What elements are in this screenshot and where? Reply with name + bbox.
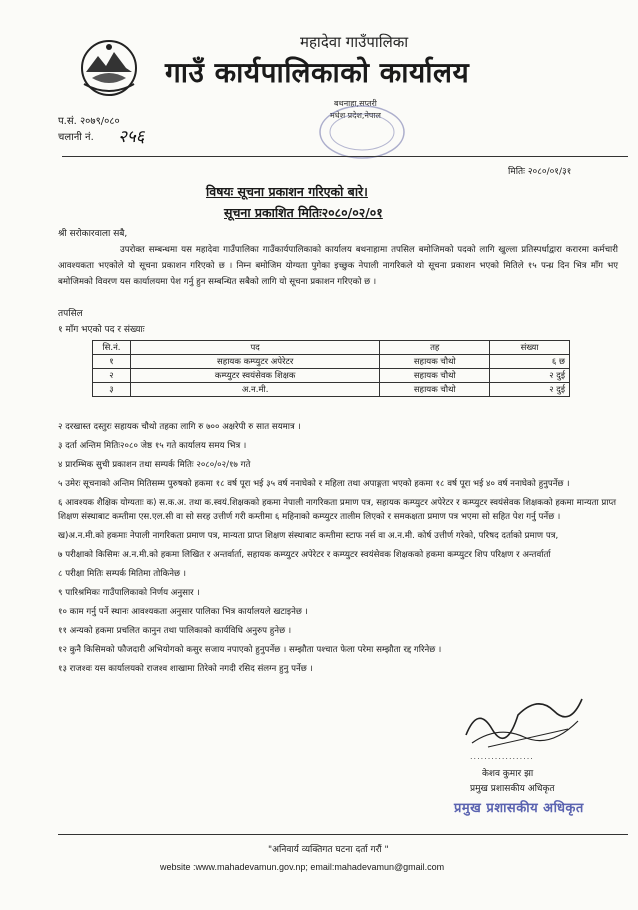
subject-heading: विषयः सूचना प्रकाशन गरिएको बारे। <box>206 184 368 199</box>
dispatch-label: चलानी नं. <box>58 132 94 143</box>
list-item: २ दरखास्त दस्तुरः सहायक चौथो तहका लागि रु ७०० अक्षरेपी रु सात सयमात्र । <box>58 422 301 432</box>
table-cell: सहायक चौथो <box>380 355 490 369</box>
published-date-heading: सूचना प्रकाशित मितिः२०८०/०२/०१ <box>224 205 383 220</box>
letter-date: मितिः २०८०/०१/३१ <box>508 167 572 177</box>
list-item: ५ उमेरः सूचनाको अन्तिम मितिसम्म पुरुषको हकमा १८ वर्ष पूरा भई ३५ वर्ष ननाघेको र महिला तथा अपाङ्गता भएको हकमा १८ वर्ष पूरा भई ४० वर्ष ननाघेको हुनुपर्नेछ । <box>58 479 570 489</box>
list-item: ७ परीक्षाको किसिमः अ.न.मी.को हकमा लिखित र अन्तर्वार्ता, सहायक कम्प्युटर अपेरेटर र कम्प्युटर स्वयंसेवक शिक्षकको हकमा कम्प्युटर शिप परिक्षण र अन्तर्वार्ता <box>58 550 551 560</box>
footer-contact: website :www.mahadevamun.gov.np; email:mahadevamun@gmail.com <box>160 862 445 872</box>
list-item: ८ परीक्षा मितिः सम्पर्क मितिमा तोकिनेछ । <box>58 569 186 579</box>
table-cell: ६ छ <box>490 355 570 369</box>
table-row <box>93 369 570 383</box>
salutation: श्री सरोकारवाला सबै, <box>58 229 128 239</box>
address-line-2: मधेश प्रदेश,नेपाल <box>330 111 381 120</box>
list-item: ख)अ.न.मी.को हकमाः नेपाली नागरिकता प्रमाण पत्र, मान्यता प्राप्त शिक्षण संस्थाबाट कम्तीमा स्टाफ नर्स वा अ.न.मी. कोर्ष उत्तीर्ण गरेको, परिषद दर्ताको प्रमाण पत्र, <box>58 531 559 541</box>
letter-body <box>58 242 618 290</box>
designation-stamp: प्रमुख प्रशासकीय अधिकृत <box>454 801 584 816</box>
column-header: सि.नं. <box>93 341 131 355</box>
column-header: तह <box>380 341 490 355</box>
table-cell: सहायक चौथो <box>380 383 490 397</box>
table-cell: २ <box>93 369 131 383</box>
signer-designation: प्रमुख प्रशासकीय अधिकृत <box>470 784 555 794</box>
list-item: ३ दर्ता अन्तिम मितिः२०८० जेष्ठ १५ गते कार्यालय समय भित्र । <box>58 441 247 451</box>
signer-name: केशव कुमार झा <box>482 769 534 779</box>
reference-number: प.सं. २०७९/०८० <box>58 116 120 127</box>
table-cell: २ दुई <box>490 369 570 383</box>
footer-slogan: "अनिवार्य व्यक्तिगत घटना दर्ता गरौं " <box>268 845 389 855</box>
office-stamp-icon <box>300 96 420 162</box>
handwritten-signature-icon <box>458 685 588 755</box>
posts-heading: १ माँग भएको पद र संख्याः <box>58 325 145 335</box>
table-header-row <box>93 341 570 355</box>
list-item: १० काम गर्नु पर्ने स्थानः आवश्यकता अनुसार पालिका भित्र कार्यालयले खटाइनेछ । <box>58 607 308 617</box>
column-header: संख्या <box>490 341 570 355</box>
tapasil-label: तपसिल <box>58 309 83 319</box>
table-cell: अ.न.मी. <box>130 383 379 397</box>
list-item: ११ अन्यको हकमा प्रचलित कानुन तथा पालिकाको कार्यविधि अनुरुप हुनेछ । <box>58 626 292 636</box>
table-row <box>93 383 570 397</box>
office-title: गाउँ कार्यपालिकाको कार्यालय <box>165 56 470 89</box>
signature-line: .................. <box>470 752 534 761</box>
list-item: ९ पारिश्रमिकः गाउँपालिकाको निर्णय अनुसार । <box>58 588 200 598</box>
list-item: १२ कुनै किसिमको फौजदारी अभियोगको कसुर सजाय नपाएको हुनुपर्नेछ । सम्झौता पश्चात फेला परेमा सम्झौता रद्द गरिनेछ । <box>58 645 442 655</box>
letter-body-text: उपरोक्त सम्बन्धमा यस महादेवा गाउँपालिका गाउँकार्यपालिकाको कार्यालय बथनाहामा तपसिल बमोजिमको पदको लागि खुल्ला प्रतिस्पर्धाद्वारा करारमा कर्मचारी आवश्यकता भएकोले यो सूचना प्रकाशन गरिएको छ । निम्न बमोजिम योग्यता पुगेका इच्छुक नेपाली नागरिकले यो सूचना प्रकाशन भएको मितिले १५ पन्ध्र दिन भित्र माँग भए बमोजिमको विवरण यस कार्यालयमा पेश गर्नु हुन सम्बन्धित सबैको लागि यो सूचना प्रकाशन गरिएको छ । <box>58 245 618 287</box>
table-cell: १ <box>93 355 131 369</box>
table-cell: सहायक कम्प्युटर अपेरेटर <box>130 355 379 369</box>
table-cell: २ दुई <box>490 383 570 397</box>
posts-table <box>92 340 570 397</box>
dispatch-number: २५६ <box>118 127 145 147</box>
nepal-emblem-icon <box>78 38 140 96</box>
column-header: पद <box>130 341 379 355</box>
table-cell: ३ <box>93 383 131 397</box>
table-cell: कम्प्युटर स्वयंसेवक शिक्षक <box>130 369 379 383</box>
municipality-name: महादेवा गाउँपालिका <box>300 33 409 51</box>
table-cell: सहायक चौथो <box>380 369 490 383</box>
list-item: १३ राजश्वः यस कार्यालयको राजश्व शाखामा तिरेको नगदी रसिद संलग्न हुनु पर्नेछ । <box>58 664 313 674</box>
list-item: ४ प्रारम्भिक सुची प्रकाशन तथा सम्पर्क मितिः २०८०/०२/१७ गते <box>58 460 251 470</box>
footer-divider <box>58 834 628 835</box>
conditions-list <box>58 420 628 676</box>
list-item: ६ आवश्यक शैक्षिक योग्यताः क) स.क.अ. तथा क.स्वयं.शिक्षकको हकमा नेपाली नागरिकता प्रमाण पत्र, सहायक कम्प्युटर अपेरेटर र कम्प्युटर स्वयंसेवक शिक्षकको हकमा मान्यता प्राप्त शिक्षण संस्थाबाट कम्तीमा एस.एल.सी वा सो सरह उत्तीर्ण गरी कम्तीमा ६ महिनाको कम्प्युटर तालीम लिएको र समकक्षता प्रमाण पत्र भएमा सो सहित पेश गर्नु पर्नेछ । <box>58 498 616 522</box>
header-divider <box>62 156 628 157</box>
table-row <box>93 355 570 369</box>
address-line-1: बथनाहा,सप्तरी <box>334 99 377 108</box>
